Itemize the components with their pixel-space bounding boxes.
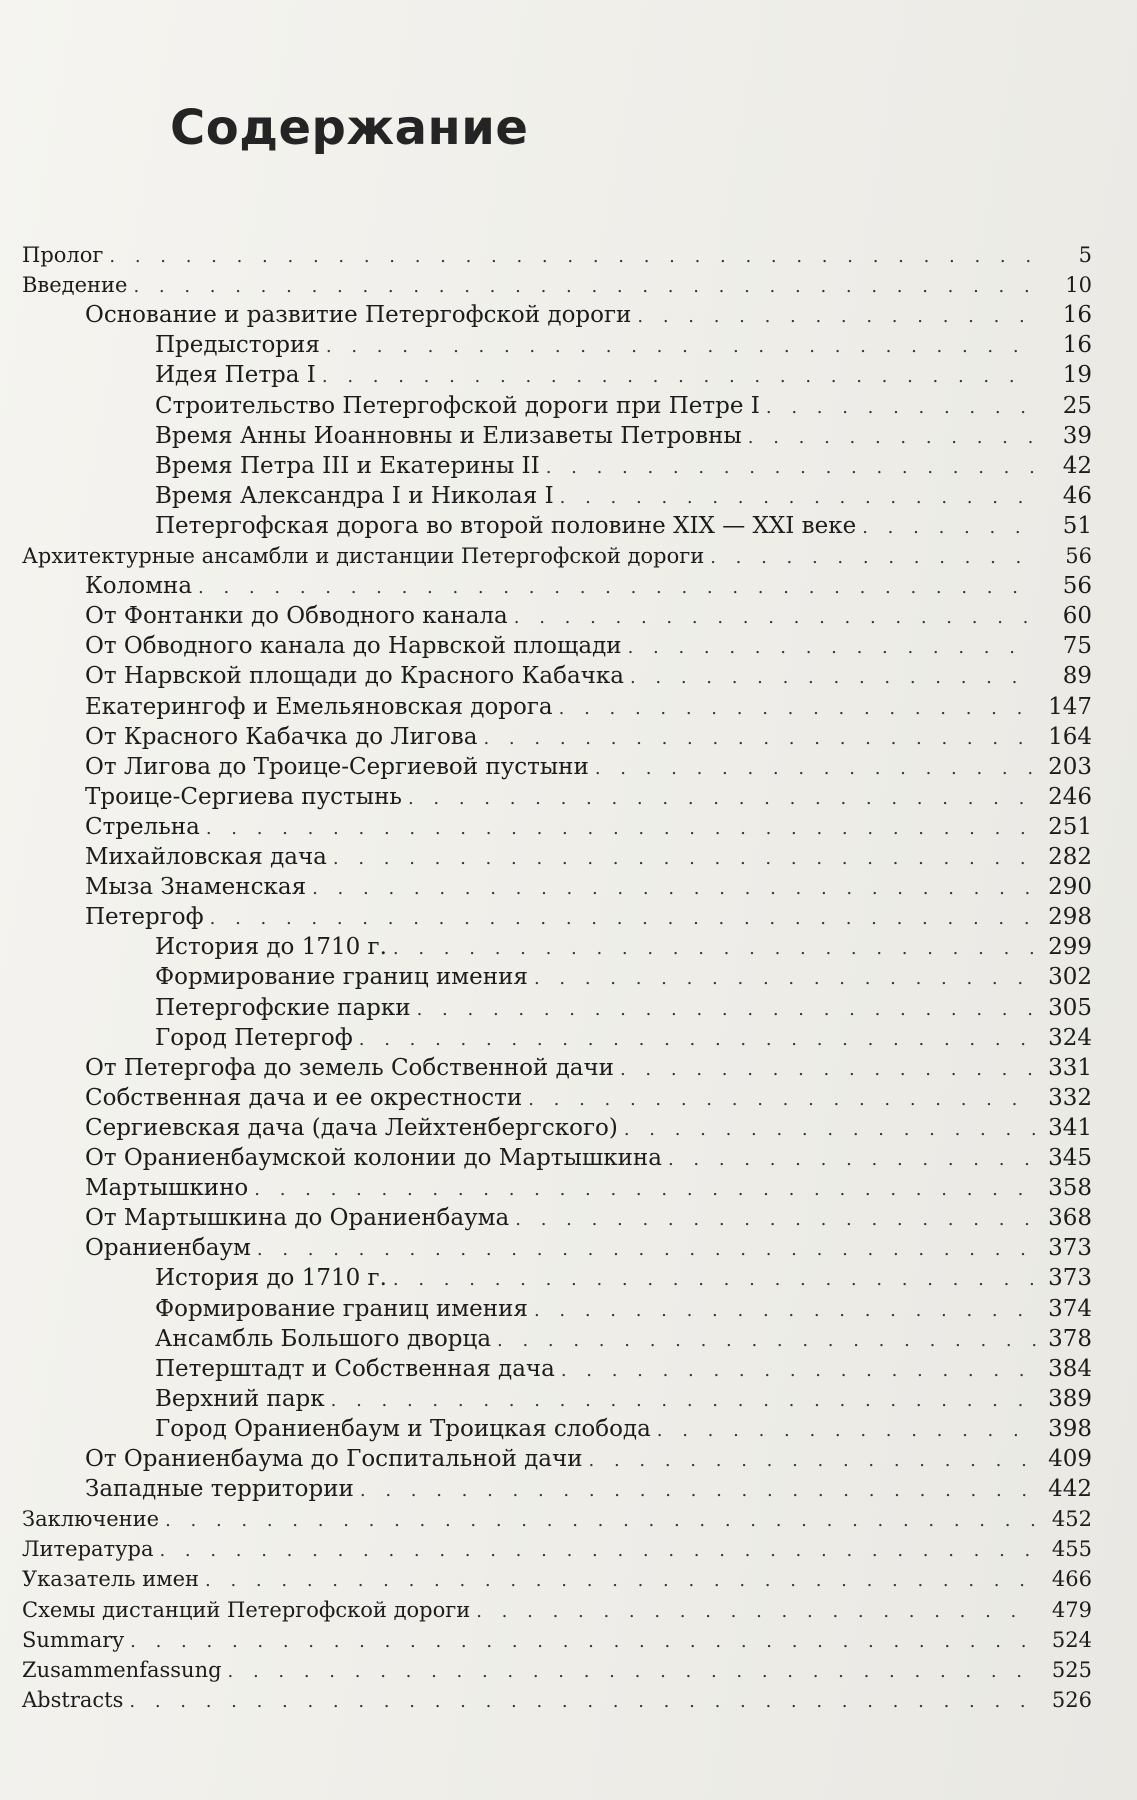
toc-dot-leader	[133, 272, 1036, 302]
toc-dot-leader	[595, 754, 1036, 784]
toc-entry-title: От Мартышкина до Ораниенбаума	[85, 1205, 510, 1232]
toc-dot-leader	[561, 1356, 1036, 1386]
toc-dot-leader	[668, 1145, 1036, 1175]
toc-entry	[85, 601, 1092, 631]
toc-entry	[155, 1324, 1092, 1354]
toc-entry	[22, 1685, 1092, 1715]
toc-entry-title: Время Анны Иоанновны и Елизаветы Петровны	[155, 422, 742, 449]
toc-entry	[22, 1655, 1092, 1685]
toc-dot-leader	[109, 242, 1036, 272]
toc-entry	[155, 1023, 1092, 1053]
toc-entry-title: Основание и развитие Петергофской дороги	[85, 302, 632, 329]
toc-entry	[85, 1113, 1092, 1143]
toc-entry	[85, 842, 1092, 872]
toc-entry-title: От Фонтанки до Обводного канала	[85, 603, 508, 630]
toc-entry-page: 373	[1048, 1265, 1092, 1292]
toc-dot-leader	[862, 513, 1036, 543]
toc-entry	[85, 872, 1092, 902]
toc-entry	[155, 1354, 1092, 1384]
toc-entry-page: 345	[1048, 1145, 1092, 1171]
toc-dot-leader	[417, 995, 1036, 1025]
toc-entry-page: 147	[1048, 693, 1092, 720]
toc-dot-leader	[620, 1055, 1036, 1085]
toc-entry-page: 374	[1048, 1295, 1092, 1322]
toc-entry	[22, 240, 1092, 270]
toc-dot-leader	[497, 1326, 1036, 1356]
toc-entry-page: 479	[1051, 1597, 1092, 1622]
toc-entry	[85, 902, 1092, 932]
toc-entry-page: 19	[1062, 362, 1092, 389]
toc-dot-leader	[165, 1506, 1036, 1536]
toc-entry-title: Западные территории	[85, 1476, 354, 1503]
toc-entry	[85, 752, 1092, 782]
toc-dot-leader	[322, 362, 1036, 392]
toc-entry-page: 164	[1048, 723, 1092, 750]
toc-entry	[155, 1384, 1092, 1414]
toc-entry	[85, 1053, 1092, 1083]
toc-entry	[85, 661, 1092, 691]
toc-entry-page: 526	[1051, 1687, 1092, 1712]
toc-entry	[155, 932, 1092, 962]
toc-dot-leader	[710, 543, 1036, 573]
toc-entry-title: Собственная дача и ее окрестности	[85, 1084, 523, 1111]
toc-dot-leader	[514, 603, 1036, 633]
toc-entry	[85, 1474, 1092, 1504]
toc-entry	[22, 1534, 1092, 1564]
toc-entry	[85, 1083, 1092, 1113]
toc-dot-leader	[360, 1476, 1036, 1506]
toc-dot-leader	[333, 844, 1036, 874]
toc-dot-leader	[528, 1085, 1036, 1115]
toc-dot-leader	[637, 302, 1036, 332]
toc-entry-title: Петергофская дорога во второй половине XIX — XXI веке	[155, 512, 857, 539]
toc-dot-leader	[254, 1175, 1036, 1205]
toc-dot-leader	[408, 784, 1036, 814]
toc-entry	[85, 1203, 1092, 1233]
toc-entry-page: 60	[1062, 603, 1092, 630]
toc-dot-leader	[657, 1416, 1036, 1446]
toc-entry	[22, 1504, 1092, 1534]
toc-entry-title: Мартышкино	[85, 1175, 249, 1202]
toc-entry	[22, 1595, 1092, 1625]
toc-entry	[22, 1564, 1092, 1594]
toc-entry	[85, 1233, 1092, 1263]
toc-entry-title: Abstracts	[22, 1687, 124, 1712]
toc-entry-page: 358	[1048, 1175, 1092, 1202]
toc-dot-leader	[393, 1265, 1036, 1295]
toc-entry-title: Пролог	[22, 243, 104, 267]
toc-entry	[85, 1173, 1092, 1203]
toc-entry-page: 16	[1062, 332, 1092, 359]
toc-entry-page: 56	[1062, 573, 1092, 600]
toc-entry	[85, 692, 1092, 722]
toc-dot-leader	[159, 1536, 1036, 1566]
toc-dot-leader	[257, 1235, 1036, 1265]
toc-entry-page: 378	[1048, 1325, 1092, 1352]
toc-entry-page: 341	[1048, 1114, 1092, 1141]
toc-entry-title: Идея Петра I	[155, 362, 316, 389]
toc-entry	[155, 360, 1092, 390]
toc-entry-title: Время Петра III и Екатерины II	[155, 452, 540, 479]
toc-dot-leader	[534, 1296, 1036, 1326]
toc-entry-title: От Ораниенбаума до Госпитальной дачи	[85, 1446, 583, 1472]
toc-entry-page: 251	[1048, 813, 1092, 840]
toc-entry-page: 389	[1048, 1385, 1092, 1412]
toc-entry-page: 525	[1051, 1657, 1092, 1682]
toc-entry-title: Город Петергоф	[155, 1024, 353, 1051]
toc-entry-page: 442	[1048, 1476, 1092, 1503]
toc-entry	[85, 1444, 1092, 1474]
toc-entry-title: Введение	[22, 273, 128, 298]
toc-dot-leader	[205, 1566, 1036, 1596]
toc-entry-title: От Нарвской площади до Красного Кабачка	[85, 663, 624, 690]
toc-entry-title: Время Александра I и Николая I	[155, 482, 554, 509]
toc-dot-leader	[359, 1025, 1036, 1055]
toc-entry-page: 452	[1051, 1507, 1092, 1532]
toc-dot-leader	[546, 453, 1036, 483]
toc-entry	[155, 330, 1092, 360]
toc-entry	[85, 571, 1092, 601]
toc-dot-leader	[630, 663, 1036, 693]
toc-entry	[22, 541, 1092, 571]
toc-dot-leader	[560, 483, 1036, 513]
toc-entry-page: 39	[1062, 422, 1092, 449]
toc-entry-page: 398	[1048, 1415, 1092, 1442]
toc-entry-page: 290	[1048, 874, 1092, 901]
toc-entry-page: 42	[1062, 452, 1092, 479]
toc-dot-leader	[559, 694, 1036, 724]
toc-entry-page: 203	[1048, 753, 1092, 780]
toc-entry-title: Екатерингоф и Емельяновская дорога	[85, 693, 553, 720]
toc-dot-leader	[628, 633, 1036, 663]
toc-entry-page: 466	[1051, 1567, 1092, 1592]
toc-entry-page: 10	[1065, 273, 1092, 298]
toc-entry	[155, 1263, 1092, 1293]
toc-entry-title: Петергофские парки	[155, 994, 411, 1021]
toc-dot-leader	[312, 874, 1036, 904]
toc-entry-page: 46	[1062, 482, 1092, 509]
toc-entry-title: Коломна	[85, 573, 193, 600]
toc-dot-leader	[130, 1627, 1036, 1657]
toc-dot-leader	[206, 814, 1036, 844]
toc-dot-leader	[129, 1687, 1036, 1717]
toc-entry-title: Строительство Петергофской дороги при Петре I	[155, 392, 760, 419]
toc-entry-title: Мыза Знаменская	[85, 874, 307, 901]
toc-dot-leader	[748, 423, 1036, 453]
toc-dot-leader	[393, 934, 1036, 964]
toc-dot-leader	[766, 393, 1036, 423]
toc-entry-page: 302	[1048, 964, 1092, 991]
toc-entry	[85, 722, 1092, 752]
toc-entry-page: 305	[1048, 994, 1092, 1021]
toc-entry-title: Сергиевская дача (дача Лейхтенбергского)	[85, 1114, 618, 1141]
toc-entry-page: 368	[1048, 1205, 1092, 1232]
toc-entry	[22, 1625, 1092, 1655]
toc-entry	[155, 1294, 1092, 1324]
toc-entry	[155, 421, 1092, 451]
toc-entry-page: 56	[1065, 544, 1092, 568]
toc-entry-page: 384	[1048, 1355, 1092, 1382]
toc-entry-page: 5	[1078, 243, 1092, 267]
toc-dot-leader	[331, 1386, 1036, 1416]
toc-dot-leader	[624, 1115, 1036, 1145]
toc-entry	[155, 993, 1092, 1023]
toc-dot-leader	[326, 332, 1036, 362]
toc-entry-page: 524	[1051, 1627, 1092, 1652]
toc-entry-page: 51	[1062, 512, 1092, 539]
toc-dot-leader	[534, 964, 1036, 994]
toc-entry-title: Zusammenfassung	[22, 1657, 222, 1682]
toc-entry-title: Петергоф	[85, 904, 204, 931]
toc-entry-title: Схемы дистанций Петергофской дороги	[22, 1597, 471, 1622]
toc-entry-title: От Обводного канала до Нарвской площади	[85, 633, 622, 660]
toc-entry-page: 298	[1048, 904, 1092, 931]
toc-entry-title: Формирование границ имения	[155, 1295, 528, 1322]
toc-entry	[155, 1414, 1092, 1444]
toc-entry	[155, 451, 1092, 481]
toc-entry-title: От Петергофа до земель Собственной дачи	[85, 1054, 614, 1081]
toc-entry-page: 299	[1048, 934, 1092, 961]
toc-entry-title: Троице-Сергиева пустынь	[85, 783, 402, 810]
page-title: Содержание	[170, 100, 529, 156]
toc-entry-title: Summary	[22, 1627, 125, 1652]
toc-entry-title: Стрельна	[85, 813, 200, 840]
toc-entry-page: 373	[1048, 1235, 1092, 1262]
toc-entry-page: 455	[1051, 1537, 1092, 1562]
toc-dot-leader	[589, 1446, 1036, 1476]
toc-dot-leader	[228, 1657, 1036, 1687]
toc-entry-page: 409	[1048, 1446, 1092, 1472]
toc-entry-page: 246	[1048, 783, 1092, 810]
toc-entry-page: 25	[1062, 392, 1092, 419]
toc-entry-title: Литература	[22, 1537, 154, 1562]
toc-entry-title: Ансамбль Большого дворца	[155, 1325, 492, 1352]
toc-entry	[85, 812, 1092, 842]
toc-entry-title: Петерштадт и Собственная дача	[155, 1355, 555, 1382]
toc-entry-title: Формирование границ имения	[155, 964, 528, 991]
toc-entry-title: От Ораниенбаумской колонии до Мартышкина	[85, 1145, 662, 1171]
toc-entry-page: 89	[1062, 663, 1092, 690]
toc-entry	[155, 962, 1092, 992]
toc-entry-page: 331	[1048, 1054, 1092, 1081]
toc-dot-leader	[483, 724, 1036, 754]
toc-entry	[85, 782, 1092, 812]
toc-entry-page: 75	[1062, 633, 1092, 660]
toc-dot-leader	[515, 1205, 1036, 1235]
toc-entry-title: Указатель имен	[22, 1567, 200, 1592]
toc-entry-title: От Лигова до Троице-Сергиевой пустыни	[85, 753, 589, 780]
toc-entry-title: Ораниенбаум	[85, 1235, 251, 1262]
toc-entry-title: История до 1710 г.	[155, 934, 387, 961]
toc-entry	[22, 270, 1092, 300]
toc-entry	[155, 511, 1092, 541]
toc-entry-title: История до 1710 г.	[155, 1265, 387, 1292]
toc-entry-title: Заключение	[22, 1507, 160, 1532]
toc-entry-title: Архитектурные ансамбли и дистанции Петергофской дороги	[22, 544, 705, 568]
toc-entry-title: Михайловская дача	[85, 844, 327, 870]
toc-entry-page: 324	[1048, 1024, 1092, 1051]
toc-entry	[85, 631, 1092, 661]
toc-dot-leader	[198, 573, 1036, 603]
toc-entry-title: Верхний парк	[155, 1385, 325, 1412]
toc-entry	[85, 1143, 1092, 1173]
toc-dot-leader	[210, 904, 1036, 934]
toc-entry-title: От Красного Кабачка до Лигова	[85, 723, 478, 750]
toc-entry-page: 332	[1048, 1084, 1092, 1111]
toc-entry-page: 282	[1048, 844, 1092, 870]
toc-entry-title: Предыстория	[155, 332, 320, 359]
toc-entry-page: 16	[1062, 302, 1092, 329]
toc-dot-leader	[476, 1597, 1036, 1627]
toc-entry	[155, 481, 1092, 511]
toc-entry	[155, 391, 1092, 421]
toc-entry	[85, 300, 1092, 330]
toc-entry-title: Город Ораниенбаум и Троицкая слобода	[155, 1415, 651, 1442]
